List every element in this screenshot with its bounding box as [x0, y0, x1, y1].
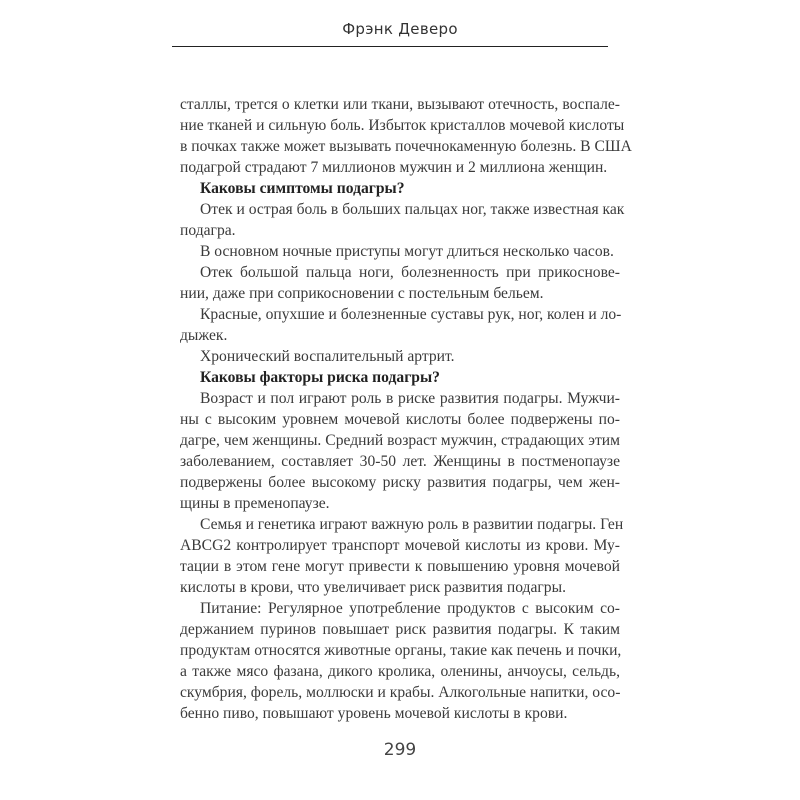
header-rule	[172, 46, 608, 47]
text-line: ABCG2 контролирует транспорт мочевой кислоты из крови. Му-	[180, 537, 620, 554]
text-line: ны с высоким уровнем мочевой кислоты более подвержены по-	[180, 411, 620, 428]
text-line: щины в пременопаузе.	[180, 495, 330, 512]
text-line: Питание: Регулярное употребление продуктов с высоким со-	[200, 600, 620, 617]
text-line: дагре, чем женщины. Средний возраст мужчин, страдающих этим	[180, 432, 620, 449]
text-line: заболеванием, составляет 30-50 лет. Женщины в постменопаузе	[180, 453, 620, 470]
text-line: Отек большой пальца ноги, болезненность при прикоснове-	[200, 264, 620, 281]
text-line: Красные, опухшие и болезненные суставы рук, ног, колен и ло-	[200, 306, 622, 323]
text-line: кислоты в крови, что увеличивает риск развития подагры.	[180, 579, 566, 596]
text-line: Семья и генетика играют важную роль в развитии подагры. Ген	[200, 516, 624, 533]
running-header-author: Фрэнк Деверо	[342, 20, 458, 38]
text-line: продуктам относятся животные органы, такие как печень и почки,	[180, 642, 622, 659]
text-line: Отек и острая боль в больших пальцах ног, также известная как	[200, 201, 625, 218]
text-line: а также мясо фазана, дикого кролика, оленины, анчоусы, сельдь,	[180, 663, 620, 680]
text-line: В основном ночные приступы могут длиться несколько часов.	[200, 243, 614, 260]
text-line: в почках также может вызывать почечнокаменную болезнь. В США	[180, 138, 632, 155]
text-line: сталлы, трется о клетки или ткани, вызывают отечность, воспале-	[180, 96, 620, 113]
text-line: подагра.	[180, 222, 236, 239]
text-line: дыжек.	[180, 327, 228, 344]
page-body-text	[180, 94, 632, 724]
text-line: держанием пуринов повышает риск развития подагры. К таким	[180, 621, 620, 638]
text-line: Возраст и пол играют роль в риске развития подагры. Мужчи-	[200, 390, 620, 407]
text-line: тации в этом гене могут привести к повышению уровня мочевой	[180, 558, 620, 575]
text-line: подагрой страдают 7 миллионов мужчин и 2 миллиона женщин.	[180, 159, 608, 176]
text-line: Хронический воспалительный артрит.	[200, 348, 455, 365]
text-line: подвержены более высокому риску развития подагры, чем жен-	[180, 474, 620, 491]
text-line: ние тканей и сильную боль. Избыток кристаллов мочевой кислоты	[180, 117, 625, 134]
section-heading: Каковы симптомы подагры?	[200, 180, 405, 197]
text-line: скумбрия, форель, моллюски и крабы. Алкогольные напитки, осо-	[180, 684, 621, 701]
page-number: 299	[383, 740, 417, 760]
section-heading: Каковы факторы риска подагры?	[200, 369, 440, 386]
text-line: бенно пиво, повышают уровень мочевой кислоты в крови.	[180, 705, 568, 722]
text-line: нии, даже при соприкосновении с постельным бельем.	[180, 285, 544, 302]
